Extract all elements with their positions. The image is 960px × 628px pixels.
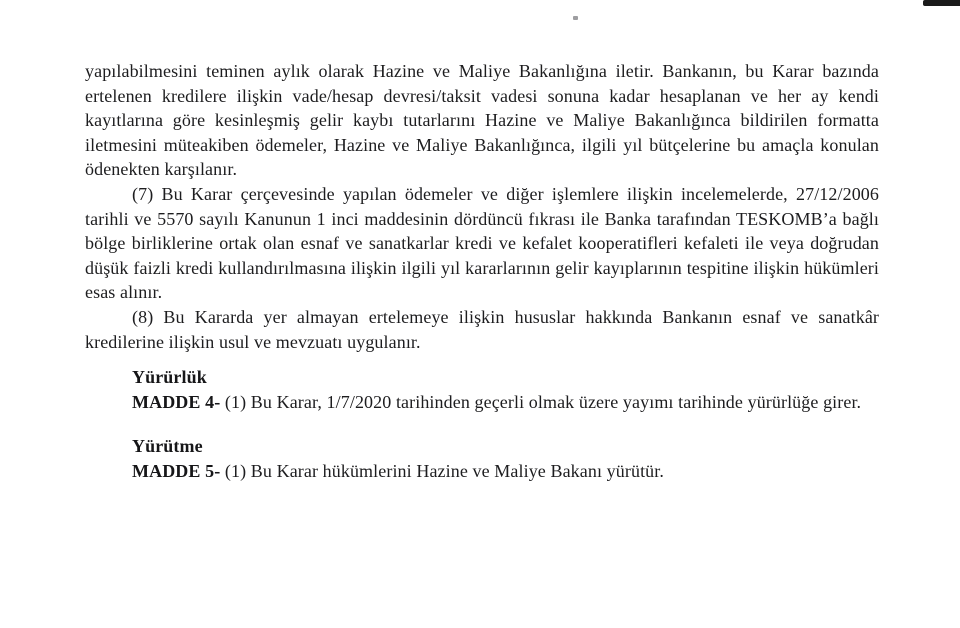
paragraph-continuation: yapılabilmesini teminen aylık olarak Hazine ve Maliye Bakanlığına iletir. Bankanın, bu Karar bazında ertelenen kredilere ilişkin vade/hesap devresi/taksit vadesi sonuna kadar hesaplanan ve her ay kendi kayıtlarına göre kesinleşmiş gelir kaybı tutarlarını Hazine ve Maliye Bakanlığınca bildirilen formatta iletmesini müteakiben ödemeler, Hazine ve Maliye Bakanlığınca, ilgili yıl bütçelerine bu amaçla konulan ödenekten karşılanır. xyxy=(85,61,879,180)
section-yurutme xyxy=(85,434,879,483)
article-madde-5 xyxy=(85,459,879,484)
article-madde-4-label: MADDE 4- xyxy=(132,391,221,412)
section-yururluk xyxy=(85,365,879,414)
document-body xyxy=(85,59,879,484)
paragraph-clause-8: (8) Bu Kararda yer almayan ertelemeye ilişkin hususlar hakkında Bankanın esnaf ve sanatkâr kredilerine ilişkin usul ve mevzuatı uygulanır. xyxy=(85,306,879,352)
section-heading-yurutme: Yürütme xyxy=(132,436,203,457)
article-madde-4 xyxy=(85,390,879,415)
section-heading-yururluk: Yürürlük xyxy=(132,367,207,388)
paragraph-clause-7: (7) Bu Karar çerçevesinde yapılan ödemeler ve diğer işlemlere ilişkin incelemelerde, 27/12/2006 tarihli ve 5570 sayılı Kanunun 1 inci maddesinin dördüncü fıkrası ile Banka tarafından TESKOMB’a bağlı bölge birliklerine ortak olan esnaf ve sanatkarlar kredi ve kefalet kooperatifleri kefaleti ile veya doğrudan düşük faizli kredi kullandırılmasına ilişkin ilgili yıl kararlarının gelir kayıplarının tespitine ilişkin hükümleri esas alınır. xyxy=(85,183,879,303)
article-madde-4-text: (1) Bu Karar, 1/7/2020 tarihinden geçerli olmak üzere yayımı tarihinde yürürlüğe girer. xyxy=(220,391,862,412)
scan-artifact-speck xyxy=(573,16,578,20)
article-madde-5-text: (1) Bu Karar hükümlerini Hazine ve Maliye Bakanı yürütür. xyxy=(220,460,664,481)
scan-artifact-bar xyxy=(923,0,960,6)
article-madde-5-label: MADDE 5- xyxy=(132,460,221,481)
